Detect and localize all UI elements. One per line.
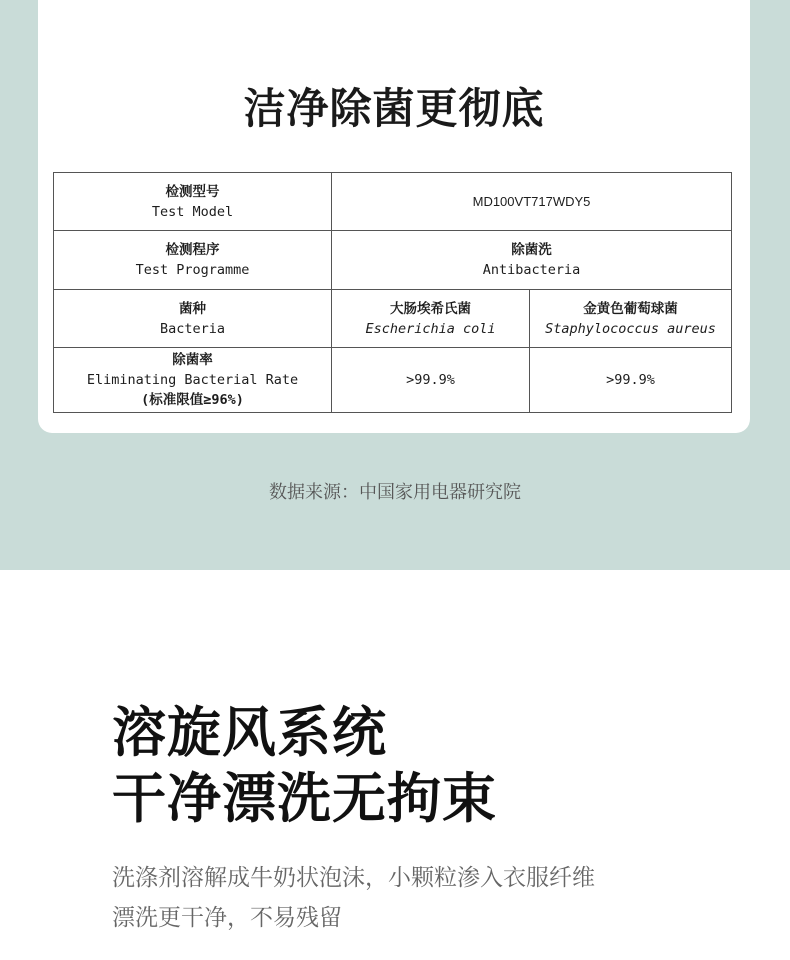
bacteria-2-en: Staphylococcus aureus	[545, 320, 716, 337]
table-cell-value	[332, 173, 732, 231]
table-cell-label	[54, 231, 332, 289]
table-row-bacteria	[54, 289, 732, 347]
table-cell-label	[54, 173, 332, 231]
card-title: 洁净除菌更彻底	[243, 84, 545, 133]
table-cell-value	[332, 231, 732, 289]
feature-description	[112, 858, 595, 938]
rate-2: >99.9%	[606, 372, 655, 389]
description-line-2: 漂洗更干净，不易残留	[112, 905, 342, 931]
bacteria-1-zh: 大肠埃希氏菌	[390, 300, 471, 317]
headline-line-1: 溶旋风系统	[112, 701, 387, 764]
label-en: Test Model	[151, 203, 234, 220]
label-zh: 检测程序	[165, 242, 220, 259]
label-en: Eliminating Bacterial Rate	[86, 372, 299, 389]
bacteria-1-en: Escherichia coli	[365, 320, 496, 337]
label-zh: 检测型号	[165, 183, 220, 200]
test-result-table	[53, 172, 732, 413]
feature-headline	[112, 700, 497, 832]
table-row-elimination-rate	[54, 348, 732, 413]
model-number: MD100VT717WDY5	[472, 193, 591, 209]
bacteria-2-zh: 金黄色葡萄球菌	[583, 300, 678, 317]
test-result-card	[38, 0, 750, 433]
table-cell-bacteria-1	[332, 289, 530, 347]
data-source-note: 数据来源：中国家用电器研究院	[269, 482, 521, 503]
rate-1: >99.9%	[406, 372, 455, 389]
label-en: Test Programme	[135, 262, 250, 279]
table-cell-bacteria-2	[530, 289, 732, 347]
value-en: Antibacteria	[482, 262, 581, 279]
table-cell-rate-1	[332, 348, 530, 413]
label-note: (标准限值≥96%)	[141, 392, 244, 409]
label-en: Bacteria	[159, 320, 226, 337]
table-cell-rate-2	[530, 348, 732, 413]
headline-line-2: 干净漂洗无拘束	[112, 767, 497, 830]
table-cell-label	[54, 348, 332, 413]
label-zh: 除菌率	[172, 352, 213, 369]
table-cell-label	[54, 289, 332, 347]
table-row-test-model	[54, 173, 732, 231]
table-row-test-programme	[54, 231, 732, 289]
description-line-1: 洗涤剂溶解成牛奶状泡沫，小颗粒渗入衣服纤维	[112, 865, 595, 891]
value-zh: 除菌洗	[511, 242, 552, 259]
label-zh: 菌种	[179, 300, 206, 317]
